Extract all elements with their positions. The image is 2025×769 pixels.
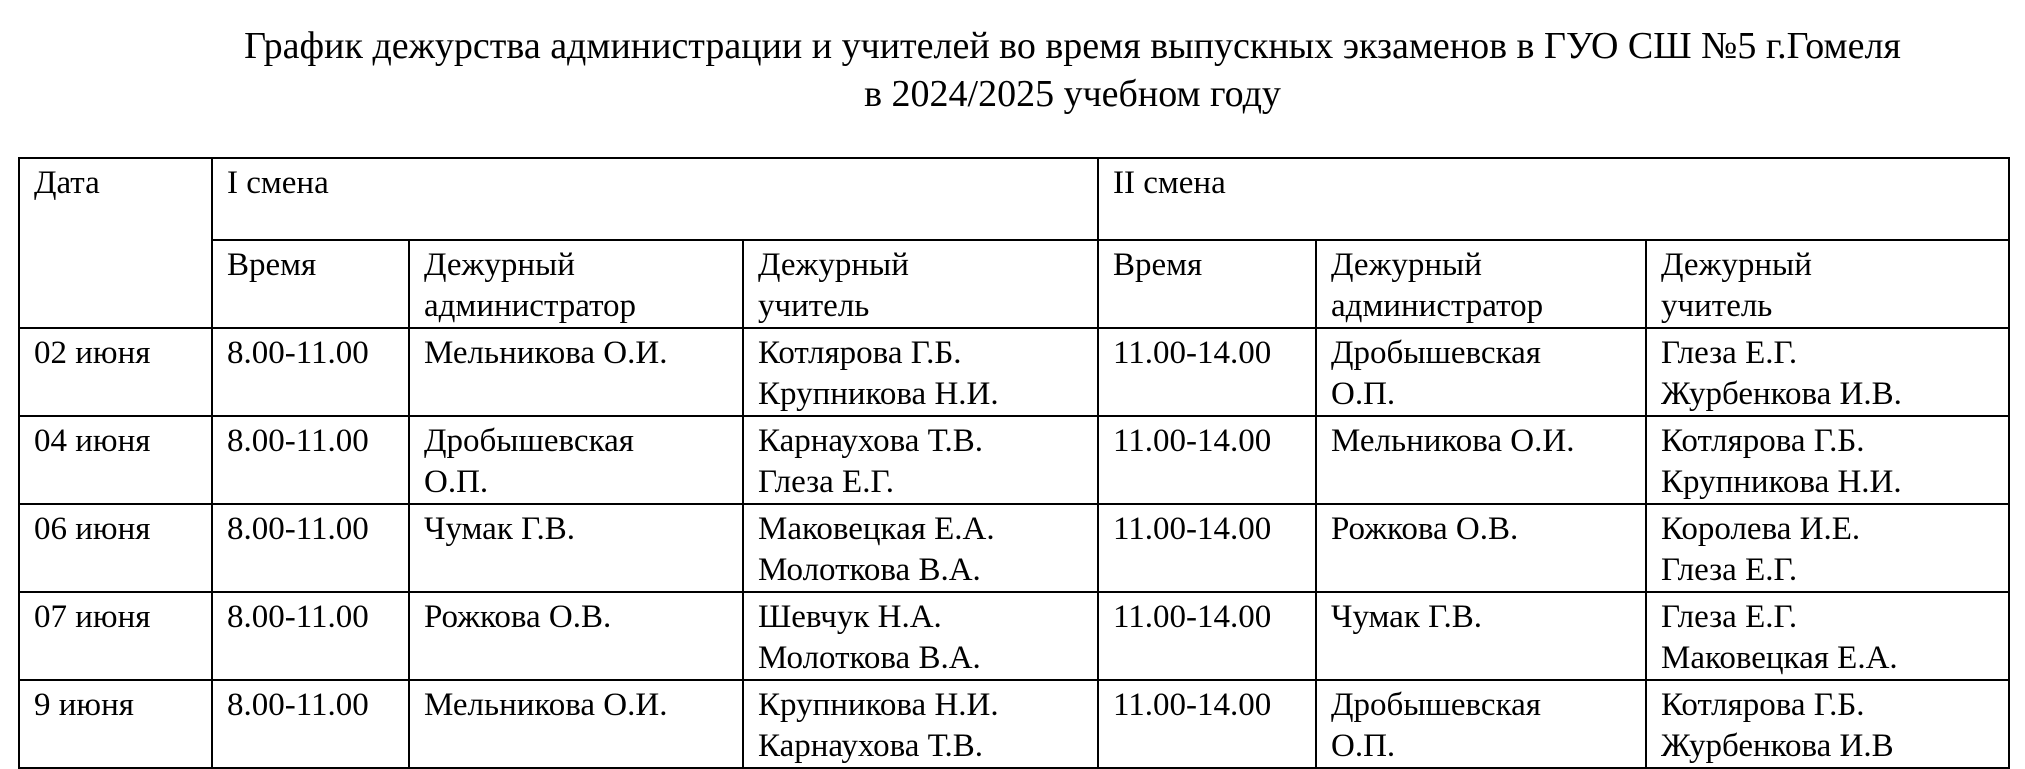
header-shift-2-label: II смена xyxy=(1113,165,1226,201)
shift-1-admin-cell xyxy=(409,416,743,504)
shift-1-time-cell xyxy=(212,416,409,504)
date-cell xyxy=(19,592,212,680)
header-shift-2 xyxy=(1098,158,2009,240)
shift-2-teacher-cell-text: Журбенкова И.В xyxy=(1661,728,1894,764)
shift-1-admin-cell xyxy=(409,504,743,592)
shift-2-time-cell xyxy=(1098,680,1316,768)
shift-2-teacher-cell-text: Крупникова Н.И. xyxy=(1661,464,1902,500)
shift-2-time-cell xyxy=(1098,416,1316,504)
shift-1-time-cell-text: 8.00-11.00 xyxy=(227,335,369,371)
shift-2-time-cell-text: 11.00-14.00 xyxy=(1113,599,1272,635)
header-time-label: Время xyxy=(227,247,317,283)
shift-2-admin-cell xyxy=(1316,592,1646,680)
shift-1-admin-cell-text: О.П. xyxy=(424,464,489,500)
shift-1-teacher-cell-text: Крупникова Н.И. xyxy=(758,687,999,723)
shift-2-teacher-cell-text: Котлярова Г.Б. xyxy=(1661,687,1865,723)
title-line-1: График дежурства администрации и учителей во время выпускных экзаменов в ГУО СШ №5 г.Гомеля xyxy=(244,25,1901,67)
shift-1-admin-cell xyxy=(409,680,743,768)
shift-2-admin-cell-text: Чумак Г.В. xyxy=(1331,599,1482,635)
shift-2-teacher-cell-text: Глеза Е.Г. xyxy=(1661,335,1798,371)
date-cell xyxy=(19,328,212,416)
document-title xyxy=(0,22,2025,118)
shift-2-teacher-cell xyxy=(1646,328,2009,416)
duty-schedule-table xyxy=(18,157,2010,769)
table-row xyxy=(19,504,2009,592)
shift-2-admin-cell-text: Мельникова О.И. xyxy=(1331,423,1575,459)
shift-1-time-cell xyxy=(212,504,409,592)
date-cell xyxy=(19,416,212,504)
header-shift-2-time xyxy=(1098,240,1316,328)
shift-1-admin-cell-text: Чумак Г.В. xyxy=(424,511,575,547)
shift-1-time-cell-text: 8.00-11.00 xyxy=(227,687,369,723)
header-shift-1-teacher xyxy=(743,240,1098,328)
header-shift-1-time xyxy=(212,240,409,328)
shift-2-admin-cell xyxy=(1316,504,1646,592)
shift-2-teacher-cell-text: Глеза Е.Г. xyxy=(1661,599,1798,635)
header-teacher-label-2: учитель xyxy=(1661,288,1773,324)
shift-1-admin-cell-text: Мельникова О.И. xyxy=(424,335,668,371)
shift-2-time-cell xyxy=(1098,504,1316,592)
header-teacher-label-2: учитель xyxy=(758,288,870,324)
shift-1-time-cell-text: 8.00-11.00 xyxy=(227,599,369,635)
shift-1-admin-cell-text: Мельникова О.И. xyxy=(424,687,668,723)
shift-2-teacher-cell xyxy=(1646,680,2009,768)
shift-1-teacher-cell-text: Крупникова Н.И. xyxy=(758,376,999,412)
header-shift-1-admin xyxy=(409,240,743,328)
shift-1-teacher-cell-text: Котлярова Г.Б. xyxy=(758,335,962,371)
shift-1-time-cell-text: 8.00-11.00 xyxy=(227,511,369,547)
shift-1-admin-cell xyxy=(409,328,743,416)
header-teacher-label-1: Дежурный xyxy=(758,247,909,283)
shift-1-time-cell xyxy=(212,328,409,416)
shift-1-teacher-cell-text: Карнаухова Т.В. xyxy=(758,728,984,764)
date-cell-text: 02 июня xyxy=(34,335,151,371)
shift-1-time-cell-text: 8.00-11.00 xyxy=(227,423,369,459)
header-admin-label-1: Дежурный xyxy=(1331,247,1482,283)
shift-2-admin-cell-text: О.П. xyxy=(1331,728,1396,764)
shift-2-teacher-cell-text: Котлярова Г.Б. xyxy=(1661,423,1865,459)
header-row-shifts xyxy=(19,158,2009,240)
header-shift-2-teacher xyxy=(1646,240,2009,328)
shift-1-teacher-cell-text: Молоткова В.А. xyxy=(758,640,981,676)
header-date xyxy=(19,158,212,328)
shift-1-teacher-cell-text: Глеза Е.Г. xyxy=(758,464,895,500)
shift-2-time-cell xyxy=(1098,592,1316,680)
shift-2-teacher-cell-text: Маковецкая Е.А. xyxy=(1661,640,1898,676)
shift-1-admin-cell-text: Рожкова О.В. xyxy=(424,599,612,635)
shift-1-teacher-cell xyxy=(743,328,1098,416)
header-shift-1-label: I смена xyxy=(227,165,329,201)
shift-2-admin-cell-text: Рожкова О.В. xyxy=(1331,511,1519,547)
header-time-label: Время xyxy=(1113,247,1203,283)
table-row xyxy=(19,416,2009,504)
shift-1-teacher-cell xyxy=(743,592,1098,680)
date-cell-text: 04 июня xyxy=(34,423,151,459)
shift-2-admin-cell xyxy=(1316,680,1646,768)
table-row xyxy=(19,328,2009,416)
header-teacher-label-1: Дежурный xyxy=(1661,247,1812,283)
shift-1-teacher-cell xyxy=(743,416,1098,504)
shift-1-time-cell xyxy=(212,592,409,680)
shift-2-admin-cell-text: Дробышевская xyxy=(1331,687,1541,723)
date-cell xyxy=(19,680,212,768)
shift-2-teacher-cell-text: Журбенкова И.В. xyxy=(1661,376,1902,412)
shift-2-admin-cell-text: Дробышевская xyxy=(1331,335,1541,371)
shift-1-teacher-cell-text: Маковецкая Е.А. xyxy=(758,511,995,547)
date-cell-text: 06 июня xyxy=(34,511,151,547)
date-cell xyxy=(19,504,212,592)
header-admin-label-2: администратор xyxy=(1331,288,1544,324)
header-row-columns xyxy=(19,240,2009,328)
shift-1-teacher-cell xyxy=(743,680,1098,768)
shift-1-teacher-cell-text: Молоткова В.А. xyxy=(758,552,981,588)
header-admin-label-2: администратор xyxy=(424,288,637,324)
shift-2-teacher-cell xyxy=(1646,504,2009,592)
shift-2-admin-cell xyxy=(1316,416,1646,504)
shift-1-time-cell xyxy=(212,680,409,768)
header-admin-label-1: Дежурный xyxy=(424,247,575,283)
shift-1-teacher-cell-text: Карнаухова Т.В. xyxy=(758,423,984,459)
shift-2-teacher-cell-text: Глеза Е.Г. xyxy=(1661,552,1798,588)
date-cell-text: 9 июня xyxy=(34,687,134,723)
shift-2-teacher-cell xyxy=(1646,592,2009,680)
shift-2-time-cell-text: 11.00-14.00 xyxy=(1113,511,1272,547)
header-shift-2-admin xyxy=(1316,240,1646,328)
shift-1-admin-cell-text: Дробышевская xyxy=(424,423,634,459)
shift-2-time-cell-text: 11.00-14.00 xyxy=(1113,687,1272,723)
shift-1-teacher-cell xyxy=(743,504,1098,592)
shift-2-time-cell-text: 11.00-14.00 xyxy=(1113,335,1272,371)
shift-1-teacher-cell-text: Шевчук Н.А. xyxy=(758,599,942,635)
shift-2-teacher-cell xyxy=(1646,416,2009,504)
title-line-2: в 2024/2025 учебном году xyxy=(864,73,1281,115)
header-shift-1 xyxy=(212,158,1098,240)
table-row xyxy=(19,680,2009,768)
shift-2-admin-cell-text: О.П. xyxy=(1331,376,1396,412)
shift-2-teacher-cell-text: Королева И.Е. xyxy=(1661,511,1861,547)
shift-2-time-cell-text: 11.00-14.00 xyxy=(1113,423,1272,459)
shift-2-admin-cell xyxy=(1316,328,1646,416)
shift-2-time-cell xyxy=(1098,328,1316,416)
date-cell-text: 07 июня xyxy=(34,599,151,635)
header-date-label: Дата xyxy=(34,165,100,201)
table-row xyxy=(19,592,2009,680)
shift-1-admin-cell xyxy=(409,592,743,680)
